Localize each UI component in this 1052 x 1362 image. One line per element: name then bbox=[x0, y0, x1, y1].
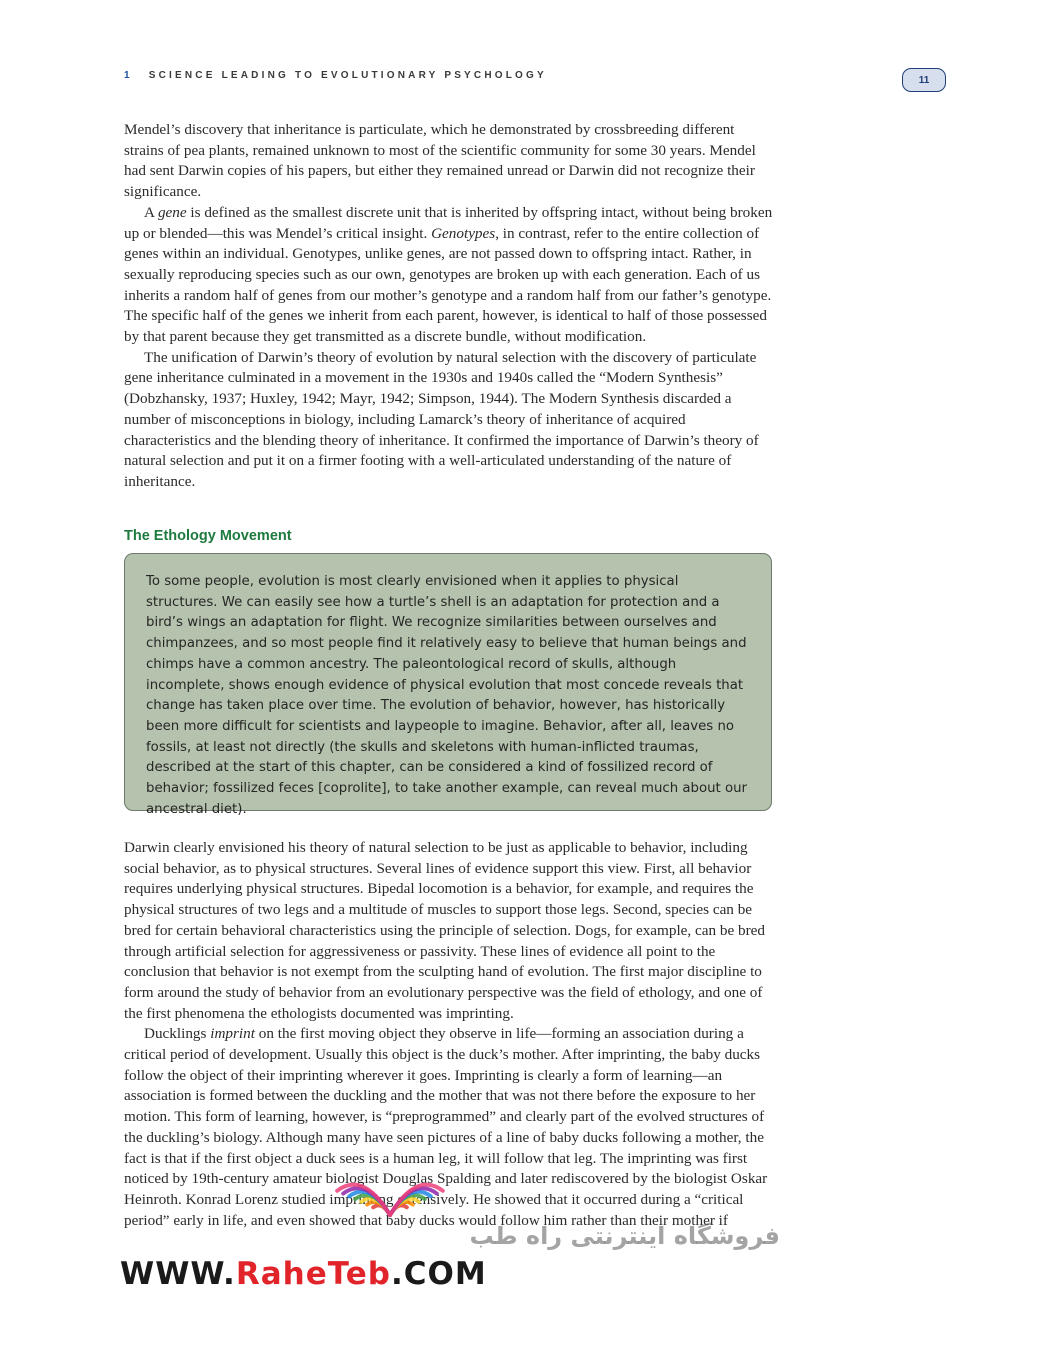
paragraph-modern-synthesis: The unification of Darwin’s theory of evolution by natural selection with the discovery of particulate gene inheritance culminated in a movement in the 1930s and 1940s called the “Modern Synthesis” (Dobzhansky, 1937; Huxley, 1942; Mayr, 1942; Simpson, 1944). The Modern Synthesis discarded a number of misconceptions in biology, including Lamarck’s theory of inheritance of acquired characteristics and the blending theory of inheritance. It confirmed the importance of Darwin’s theory of natural selection and put it on a firmer footing with a well-articulated understanding of the nature of inheritance. bbox=[124, 348, 759, 490]
text-run: Ducklings bbox=[144, 1025, 211, 1043]
text-run: is defined as the smallest discrete unit that is inherited by offspring intact, without being broken up or blended—this was Mendel’s critical insight. bbox=[124, 203, 773, 242]
text-run: on the first moving object they observe in life—forming an association during a critical period of development. Usually this object is the duck’s mother. After imprinting, the baby ducks follow the object of their imprinting wherever it goes. Imprinting is clearly a form of learning—an association is formed between the duckling and the mother that was not there before the exposure to her motion. This form of learning, however, is “preprogrammed” and clearly part of the evolved structures of the duckling’s biology. Although many have seen pictures of a line of baby ducks following a mother, the fact is that if the first object a duck sees is a human leg, it will follow that leg. The imprinting was first noticed by 19th-century amateur biologist Douglas Spalding and later rediscovered by the biologist Oskar Heinroth. Konrad Lorenz studied imprinting extensively. He showed that it occurred during a “critical period” early in life, and even showed that baby ducks would follow him rather than their mother if bbox=[124, 1025, 768, 1229]
text-run: A bbox=[144, 203, 158, 221]
running-head bbox=[124, 70, 547, 81]
url-brand: RaheTeb bbox=[235, 1256, 391, 1292]
section-heading: The Ethology Movement bbox=[124, 528, 292, 544]
body-text-top bbox=[124, 120, 776, 493]
paragraph-mendel: Mendel’s discovery that inheritance is particulate, which he demonstrated by crossbreeding different strains of pea plants, remained unknown to most of the scientific community for some 30 years. Mendel had sent Darwin copies of his papers, but either they remained unread or Darwin did not recognize their significance. bbox=[124, 121, 756, 201]
text-run: , in contrast, refer to the entire collection of genes within an individual. Genotypes, unlike genes, are not passed down to offspring intact. Rather, in sexually reproducing species such as our own, genotypes are broken up with each generation. Each of us inherits a random half of genes from our mother’s genotype and a random half from our father’s genotype. The specific half of the genes we inherit from each parent, however, is identical to half of those possessed by that parent because they get transmitted as a discrete bundle, without modification. bbox=[124, 224, 772, 346]
term-genotypes: Genotypes bbox=[431, 224, 496, 242]
body-text-bottom bbox=[124, 838, 776, 1231]
watermark-url bbox=[120, 1256, 487, 1292]
watermark-store-name: فروشگاه اینترنتی راه طب bbox=[469, 1222, 780, 1250]
term-gene: gene bbox=[157, 203, 187, 221]
term-imprint: imprint bbox=[210, 1025, 255, 1043]
callout-box bbox=[124, 553, 772, 817]
paragraph-imprinting bbox=[124, 1024, 776, 1231]
paragraph-darwin-behavior: Darwin clearly envisioned his theory of natural selection to be just as applicable to behavior, including social behavior, as to physical structures. Several lines of evidence support this view. First, all behavior requires underlying physical structures. Bipedal locomotion is a behavior, for example, and requires the physical structures of two legs and a multitude of muscles to support those legs. Second, species can be bred for certain behavioral characteristics using the principle of selection. Dogs, for example, can be bred through artificial selection for aggressiveness or passivity. These lines of evidence all point to the conclusion that behavior is not exempt from the sculpting hand of evolution. The first major discipline to form around the study of behavior from an evolutionary perspective was the field of ethology, and one of the first phenomena the ethologists documented was imprinting. bbox=[124, 839, 765, 1022]
callout-text: To some people, evolution is most clearly envisioned when it applies to physical structures. We can easily see how a turtle’s shell is an adaptation for protection and a bird’s wings an adaptation for flight. We recognize similarities between ourselves and chimpanzees, and so most people find it relatively easy to believe that human beings and chimps have a common ancestry. The paleontological record of skulls, although incomplete, shows enough evidence of physical evolution that most concede reveals that change has taken place over time. The evolution of behavior, however, has historically been more difficult for scientists and laypeople to imagine. Behavior, after all, leaves no fossils, at least not directly (the skulls and skeletons with human-inflicted traumas, described at the start of this chapter, can be considered a kind of fossilized record of behavior; fossilized feces [coprolite], to take another example, can reveal much about our ancestral diet). bbox=[146, 574, 748, 817]
page-number-badge bbox=[902, 68, 946, 92]
url-prefix: WWW. bbox=[120, 1256, 236, 1292]
chapter-title: SCIENCE LEADING TO EVOLUTIONARY PSYCHOLOGY bbox=[148, 70, 547, 81]
page-number: 11 bbox=[918, 74, 930, 86]
url-suffix: .COM bbox=[390, 1256, 487, 1292]
paragraph-gene-definition bbox=[124, 203, 776, 348]
chapter-number: 1 bbox=[124, 70, 133, 81]
